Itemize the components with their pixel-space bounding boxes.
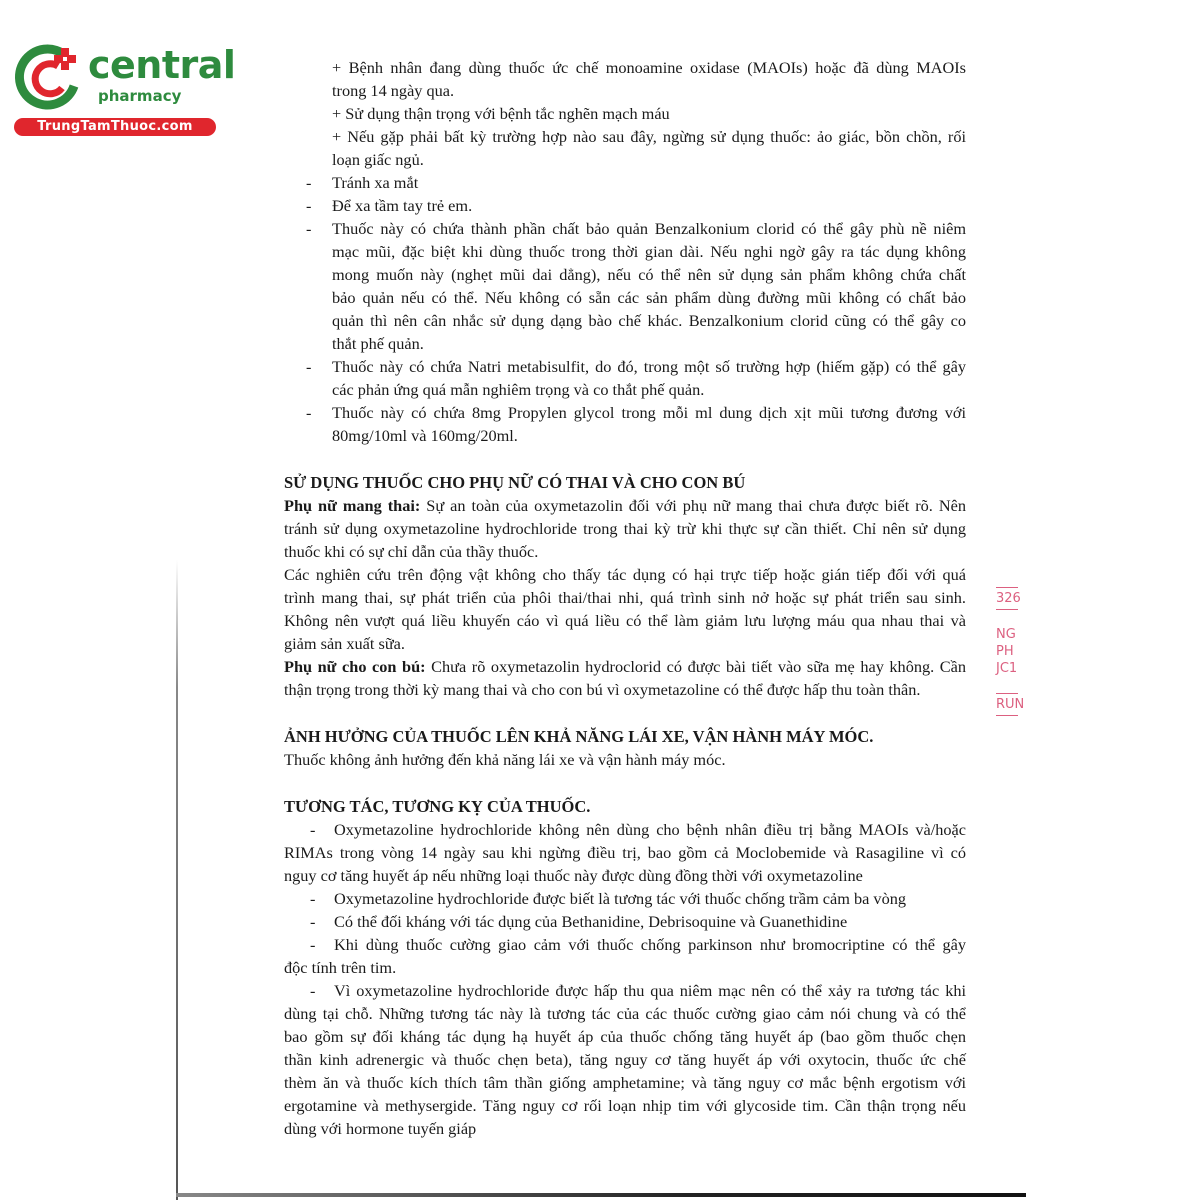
logo-url-badge[interactable]: TrungTamThuoc.com bbox=[14, 118, 216, 136]
list-item bbox=[286, 217, 966, 355]
stamp-fragment: NG bbox=[996, 627, 1016, 642]
nursing-label: Phụ nữ cho con bú: bbox=[284, 657, 426, 676]
list-item bbox=[286, 401, 966, 447]
list-item bbox=[284, 887, 966, 910]
list-item-text: Oxymetazoline hydrochloride không nên dùng cho bệnh nhân điều trị bằng MAOIs và/hoặc bbox=[334, 820, 966, 839]
stamp-rule bbox=[996, 609, 1018, 610]
official-stamp bbox=[994, 585, 1024, 735]
list-item bbox=[286, 171, 966, 194]
interactions-section bbox=[286, 795, 966, 1140]
dash-bullet: - bbox=[310, 912, 316, 931]
list-item-text: RIMAs trong vòng 14 ngày sau khi ngừng điều trị, bao gồm cả Moclobemide và Rasagiline vì có bbox=[284, 843, 966, 862]
page-edge-bottom bbox=[176, 1193, 1026, 1197]
list-item-text: dùng với hormone tuyến giáp bbox=[284, 1119, 477, 1138]
list-item-text: nguy cơ tăng huyết áp nếu những loại thuốc này được dùng đồng thời với oxymetazoline bbox=[284, 866, 863, 885]
list-item-text: dùng tại chỗ. Những tương tác này là tương tác của các thuốc cường giao cảm nói chung và có thể bbox=[284, 1004, 966, 1023]
list-item-text: độc tính trên tim. bbox=[284, 958, 397, 977]
paragraph-line: Không nên vượt quá liều khuyến cáo vì quá liều có thể làm giảm lưu lượng máu qua nhau thai và bbox=[284, 611, 966, 630]
dash-bullet: - bbox=[310, 889, 316, 908]
list-item-text: Có thể đối kháng với tác dụng của Bethanidine, Debrisoquine và Guanethidine bbox=[334, 912, 848, 931]
logo-brand: central bbox=[88, 43, 236, 87]
stamp-rule bbox=[996, 693, 1018, 694]
list-item-text: thần kinh adrenergic và thuốc chẹn beta), tăng nguy cơ tăng huyết áp với oxytocin, thuốc ức chế bbox=[284, 1050, 966, 1069]
list-item-text: mong muốn này (nghẹt mũi dai dẳng), nếu có thể nên sử dụng sản phẩm không chứa chất bbox=[332, 265, 966, 284]
paragraph-line: thận trọng trong thời kỳ mang thai và cho con bú vì oxymetazoline có thể được hấp thu toàn thân. bbox=[284, 680, 921, 699]
dash-bullet: - bbox=[310, 935, 316, 954]
list-item-text: Tránh xa mắt bbox=[332, 173, 419, 192]
paragraph-line: thuốc khi có sự chỉ dẫn của thầy thuốc. bbox=[284, 542, 539, 561]
paragraph-line: Thuốc không ảnh hưởng đến khả năng lái xe và vận hành máy móc. bbox=[284, 750, 726, 769]
list-item-text: thèm ăn và thuốc kích thích tâm thần giống amphetamine; và tăng nguy cơ mắc bệnh ergotism với bbox=[284, 1073, 966, 1092]
list-item-text: Oxymetazoline hydrochloride được biết là tương tác với thuốc chống trầm cảm ba vòng bbox=[334, 889, 906, 908]
dash-bullet: - bbox=[310, 820, 316, 839]
warnings-dash-list bbox=[286, 171, 966, 447]
list-item-text: Thuốc này có chứa 8mg Propylen glycol trong mỗi ml dung dịch xịt mũi tương đương với bbox=[332, 403, 966, 422]
dash-bullet: - bbox=[306, 196, 312, 215]
list-item-text: thắt phế quản. bbox=[332, 334, 424, 353]
pregnant-label: Phụ nữ mang thai: bbox=[284, 496, 421, 515]
dash-bullet: - bbox=[306, 357, 312, 376]
paragraph-line: giảm sản xuất sữa. bbox=[284, 634, 405, 653]
stamp-fragment: RUN bbox=[996, 697, 1025, 712]
dash-bullet: - bbox=[306, 219, 312, 238]
paragraph-line: tránh sử dụng oxymetazoline hydrochloride trong thai kỳ trừ khi thực sự cần thiết. Chỉ nên sử dụng bbox=[284, 519, 966, 538]
section-heading: SỬ DỤNG THUỐC CHO PHỤ NỮ CÓ THAI VÀ CHO CON BÚ bbox=[284, 473, 746, 492]
dash-bullet: - bbox=[306, 173, 312, 192]
list-item-text: quản thì nên cân nhắc sử dụng dạng bào chế khác. Benzalkonium clorid cũng có thể gây co bbox=[332, 311, 966, 330]
list-item-text: 80mg/10ml và 160mg/20ml. bbox=[332, 426, 518, 445]
dash-bullet: - bbox=[306, 403, 312, 422]
paragraph-line: trình mang thai, sự phát triển của phôi thai/thai nhi, quá trình sinh nở hoặc sự phát triển sau sinh. bbox=[284, 588, 966, 607]
paragraph-line bbox=[284, 655, 966, 678]
list-item-text: mạc mũi, đặc biệt khi dùng thuốc trong thời gian dài. Nếu nghi ngờ gây ra tác dụng không bbox=[332, 242, 966, 261]
stamp-rule bbox=[996, 715, 1018, 716]
list-item bbox=[284, 818, 966, 887]
list-item-text: bảo quản nếu có thể. Nếu không có sẵn các sản phẩm dùng đường mũi không có chất bảo bbox=[332, 288, 966, 307]
section-heading: ẢNH HƯỞNG CỦA THUỐC LÊN KHẢ NĂNG LÁI XE, VẬN HÀNH MÁY MÓC. bbox=[284, 727, 874, 746]
paragraph-text: Sự an toàn của oxymetazolin đối với phụ nữ mang thai chưa được biết rõ. Nên bbox=[420, 496, 966, 515]
list-item bbox=[284, 979, 966, 1140]
list-item bbox=[284, 933, 966, 979]
plus-item-line: + Nếu gặp phải bất kỳ trường hợp nào sau đây, ngừng sử dụng thuốc: ảo giác, bồn chồn, rối bbox=[332, 127, 966, 146]
list-item-text: Vì oxymetazoline hydrochloride được hấp thu qua niêm mạc nên có thể xảy ra tương tác khi bbox=[334, 981, 966, 1000]
warnings-plus-list bbox=[286, 56, 966, 171]
list-item-text: Để xa tầm tay trẻ em. bbox=[332, 196, 473, 215]
plus-item-line: trong 14 ngày qua. bbox=[332, 81, 455, 100]
stamp-number: 326 bbox=[996, 591, 1021, 606]
plus-item-line: + Sử dụng thận trọng với bệnh tắc nghẽn mạch máu bbox=[332, 104, 670, 123]
page-edge-left bbox=[176, 560, 178, 1200]
paragraph-line bbox=[284, 494, 966, 517]
paragraph-text: Chưa rõ oxymetazolin hydroclorid có được bài tiết vào sữa mẹ hay không. Cần bbox=[425, 657, 966, 676]
list-item bbox=[284, 910, 966, 933]
dash-bullet: - bbox=[310, 981, 316, 1000]
list-item-text: bao gồm sự đối kháng tác dụng hạ huyết áp của thuốc chống tăng huyết áp (bao gồm thuốc chẹn bbox=[284, 1027, 966, 1046]
list-item-text: Thuốc này có chứa Natri metabisulfit, do đó, trong một số trường hợp (hiếm gặp) có thể gây bbox=[332, 357, 966, 376]
list-item-text: các phản ứng quá mẫn nghiêm trọng và co thắt phế quản. bbox=[332, 380, 705, 399]
list-item-text: Khi dùng thuốc cường giao cảm với thuốc chống parkinson như bromocriptine có thể gây bbox=[334, 935, 966, 954]
list-item-text: ergotamine và methysergide. Tăng nguy cơ rối loạn nhịp tim với glycoside tim. Cần thận trọng nếu bbox=[284, 1096, 966, 1115]
plus-item-line: loạn giấc ngủ. bbox=[332, 150, 424, 169]
central-pharmacy-logo[interactable] bbox=[8, 38, 236, 138]
driving-section bbox=[286, 725, 966, 771]
pregnancy-section bbox=[286, 471, 966, 701]
plus-item-line: + Bệnh nhân đang dùng thuốc ức chế monoamine oxidase (MAOIs) hoặc đã dùng MAOIs bbox=[332, 58, 966, 77]
paragraph-line: Các nghiên cứu trên động vật không cho thấy tác dụng có hại trực tiếp hoặc gián tiếp đối với quá bbox=[284, 565, 966, 584]
list-item bbox=[286, 194, 966, 217]
logo-subtitle: pharmacy bbox=[98, 87, 182, 105]
list-item bbox=[286, 355, 966, 401]
stamp-rule bbox=[996, 587, 1018, 588]
stamp-fragment: PH bbox=[996, 644, 1014, 659]
pharmacy-cross-icon bbox=[14, 42, 84, 112]
document-page bbox=[286, 56, 966, 1140]
list-item-text: Thuốc này có chứa thành phần chất bảo quản Benzalkonium clorid có thể gây phù nề niêm bbox=[332, 219, 966, 238]
stamp-fragment: JC1 bbox=[996, 661, 1018, 676]
section-heading: TƯƠNG TÁC, TƯƠNG KỴ CỦA THUỐC. bbox=[284, 797, 591, 816]
